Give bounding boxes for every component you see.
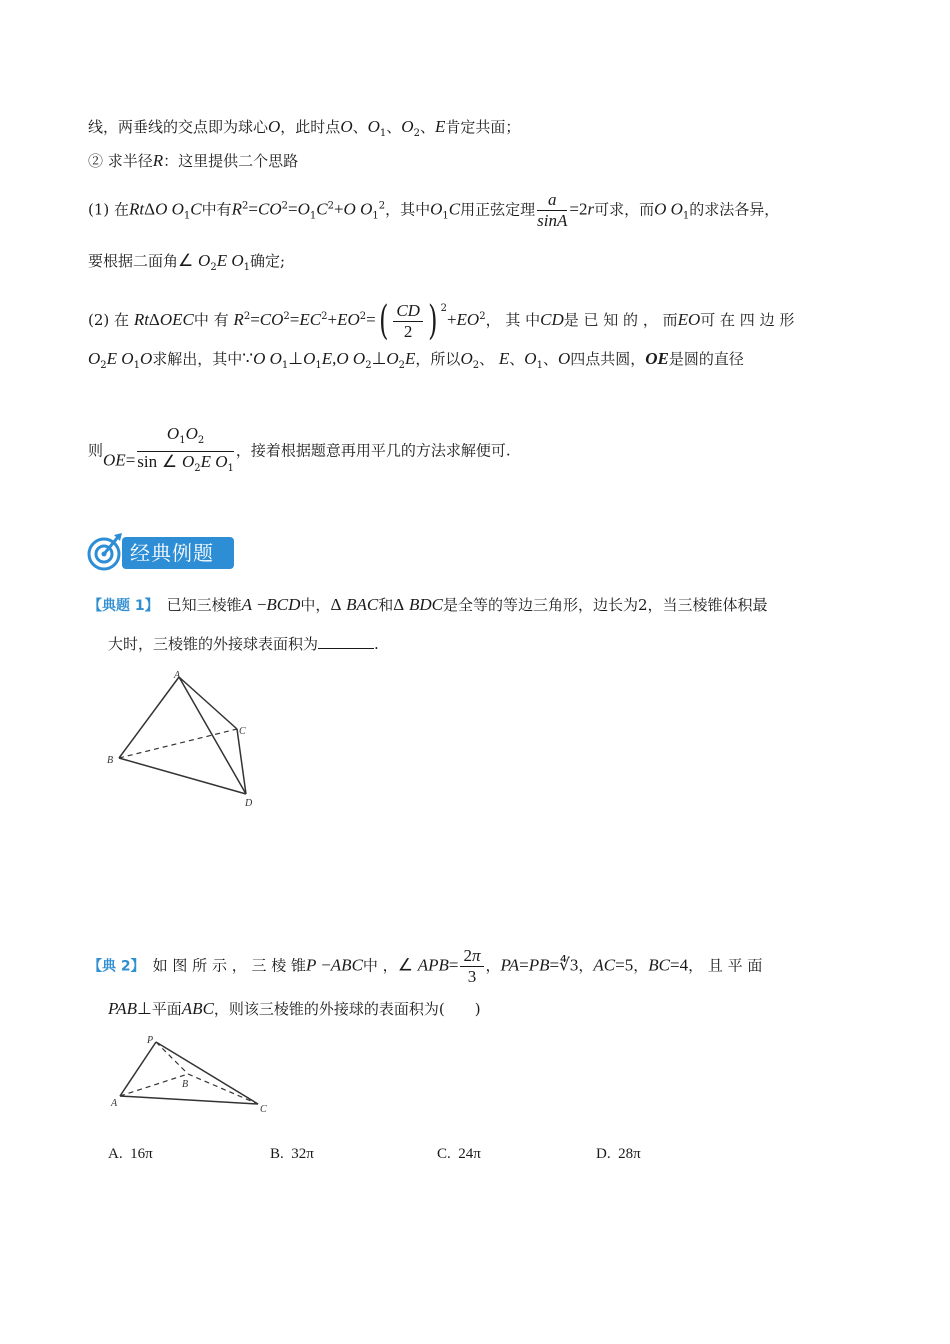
circle-two-label: ② 求半径 — [88, 152, 153, 170]
option-b[interactable]: B. 32π — [270, 1146, 314, 1162]
vertex-label-p: P — [147, 1035, 154, 1046]
example-2-line-2: PAB⊥平面ABC，则该三棱锥的外接球的表面积为( ) — [108, 999, 481, 1018]
vertex-label-d: D — [245, 798, 253, 809]
option-d[interactable]: D. 28π — [596, 1146, 641, 1162]
option-c[interactable]: C. 24π — [437, 1146, 481, 1162]
approach-1-line-2: 要根据二面角∠ $O_2E$ $O_1$确定; — [88, 251, 286, 273]
approach-2-line-2: $O_2E$ $O_1O$求解出，其中∵O $O_1\perp O_1E,O$ $O_2\perp O_2E$，所以$O_2$、 E、$O_1$、O四点共圆，OE是圆的直径 — [88, 349, 744, 371]
approach-2-line-1: (2) 在 RtΔOEC中 有 $R^2=CO^2=EC^2+EO^2=$( $\frac{CD}{2}$ ) $^2+EO^2$， 其 中CD是 已 知 的 ， 而EO可 在 四 边 形 — [88, 298, 795, 344]
example-1-line-2: 大时，三棱锥的外接球表面积为 . — [108, 635, 379, 653]
section-title: 经典例题 — [130, 541, 214, 565]
cd-half-fraction: $\frac{CD}{2}$ — [393, 301, 423, 342]
vertex-label-c2: C — [260, 1104, 267, 1115]
vertex-label-a: A — [174, 670, 181, 681]
option-a[interactable]: A. 16π — [108, 1146, 153, 1162]
example-1-tag: 【典题 1】 — [88, 598, 152, 614]
approach-1-line-1: (1) 在RtΔO $O_1C$中有$R^2=CO^2=O_1C^2+O$ $O_1^2$，其中$O_1C$用正弦定理 $\frac{a}{\sin A}$ =2r可求，而O $O_1$的求法各异， — [88, 190, 780, 230]
intro-line-2: ② 求半径R：这里提供二个思路 — [88, 151, 299, 170]
target-arrow-icon — [84, 531, 124, 573]
intro-text-1: 线，两垂线的交点即为球心 — [88, 118, 269, 136]
angle-fraction: $\frac{2\pi}{3}$ — [460, 946, 483, 987]
tetrahedron-figure-1 — [100, 666, 270, 812]
oe-fraction: $\frac{O_1O_2}{\sin \angle O_2E O_1}$ — [137, 424, 234, 474]
answer-blank[interactable] — [318, 634, 374, 649]
vertex-label-b2: B — [182, 1079, 189, 1090]
vertex-label-b: B — [107, 755, 114, 766]
example-1-line-1: 【典题 1】 已知三棱锥A −BCD中，Δ BAC和Δ BDC是全等的等边三角形，边长为2，当三棱锥体积最 — [88, 595, 768, 614]
sine-law-fraction: $\frac{a}{\sin A}$ — [537, 190, 568, 230]
tetrahedron-figure-2 — [100, 1030, 280, 1118]
example-2-line-1: 【典 2】 如 图 所 示 ， 三 棱 锥P −ABC中 ，∠ APB= $\frac{2\pi}{3}$ ，PA=PB=∜3，AC=5，BC=4， 且 平 面 — [88, 946, 763, 986]
approach-conclusion: 则OE= $\frac{O_1O_2}{\sin \angle O_2E O_1}$ ，接着根据题意再用平几的方法求解便可. — [88, 424, 511, 479]
vertex-label-c: C — [239, 726, 246, 737]
vertex-label-a2: A — [111, 1098, 118, 1109]
example-2-tag: 【典 2】 — [88, 958, 138, 975]
intro-line-1: 线，两垂线的交点即为球心O，此时点O、$O_1$、$O_2$、E肯定共面； — [88, 117, 521, 139]
